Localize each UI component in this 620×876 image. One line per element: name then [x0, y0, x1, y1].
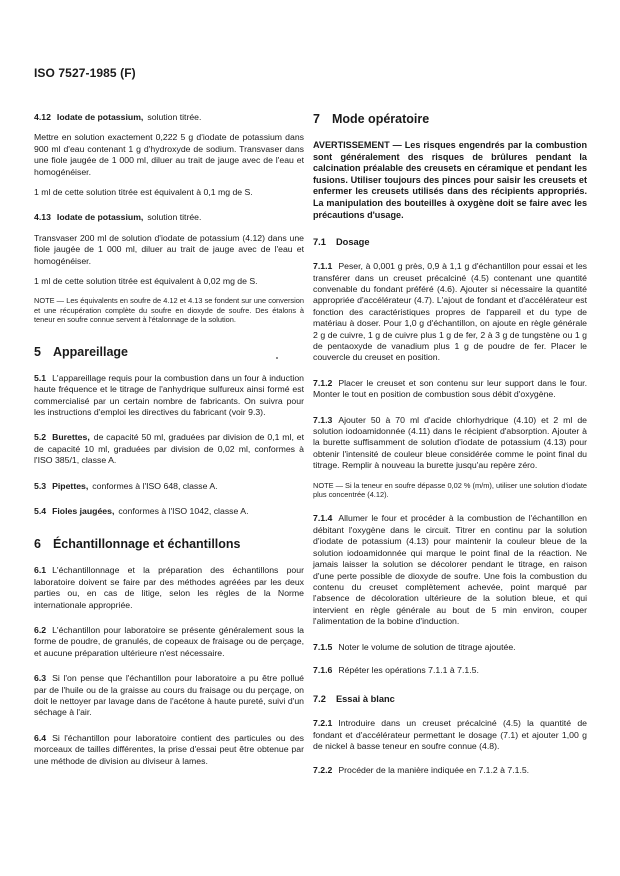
clause-6-3: 6.3 Si l'on pense que l'échantillon pour laboratoire a pu être pollué par de l'huile ou de la graisse au cours du fraisage ou du perçage, on doit le nettoyer par lavage dans de l'acétone à haute pureté, suivi d'un séchage à l'air.	[34, 673, 304, 718]
clause-4-13-note: NOTE — Les équivalents en soufre de 4.12 et 4.13 se fondent sur une conversion et une récupération complète du soufre en dioxyde de soufre. Des étalons à teneur en soufre connue servent à l'étalonnage de la solution.	[34, 296, 304, 325]
clause-5-2: 5.2 Burettes, de capacité 50 ml, graduées par division de 0,1 ml, et de capacité 10 ml, graduées par division de 0,02 ml, conformes à l'ISO 385/1, classe A.	[34, 432, 304, 466]
clause-6-2: 6.2 L'échantillon pour laboratoire se présente généralement sous la forme de poudre, de granulés, de copeaux de fraisage ou de perçage, et aucune préparation ultérieure n'est nécessaire.	[34, 624, 304, 658]
clause-7-1-1: 7.1.1 Peser, à 0,001 g près, 0,9 à 1,1 g d'échantillon pour essai et les transférer dans un creuset précalciné (4.5) contenant une quantité convenable du fondant préféré (4.6). Ajouter si nécessaire la quantité appropriée d'accélérateur (4.7). L'ajout de fondant et d'accélérateur est fonction des caractéristiques propres de l'appareil et du type de matériau à doser. Pour 1,0 g d'échantillon, on ajoute en règle générale 2 g de cuivre, 1 g de cuivre plus 1 g de fer, 2 à 3 g de tungstène ou 1 g de pentaoxyde de vanadium plus 1 g de poudre de fer. Placer le couvercle du creuset en position.	[313, 261, 587, 363]
clause-4-13-heading: 4.13 Iodate de potassium, solution titrée.	[34, 212, 202, 223]
clause-7-1-5: 7.1.5 Noter le volume de solution de titrage ajoutée.	[313, 641, 516, 652]
clause-5-3: 5.3 Pipettes, conformes à l'ISO 648, classe A.	[34, 480, 218, 491]
clause-7-1-2: 7.1.2 Placer le creuset et son contenu sur leur support dans le four. Monter le tout en position de combustion sous débit d'oxygène.	[313, 377, 587, 400]
clause-6-1: 6.1 L'échantillonnage et la préparation des échantillons pour laboratoire doivent se faire par des méthodes agréées par les deux parties ou, en cas de litige, selon les règles de la Norme internationale appropriée.	[34, 565, 304, 610]
print-speck	[276, 357, 278, 359]
section-6-heading: 6 Échantillonnage et échantillons	[34, 537, 241, 552]
clause-7-1-3: 7.1.3 Ajouter 50 à 70 ml d'acide chlorhydrique (4.10) et 2 ml de solution iodoamidonnée (4.11) dans le récipient d'absorption. Ajouter à la burette suffisamment de solution d'iodate de potassium (4.13) pour obtenir l'intensité de couleur bleue considérée comme le point final du titrage. Remplir à nouveau la burette jusqu'au repère zéro.	[313, 414, 587, 471]
clause-4-12-equivalence: 1 ml de cette solution titrée est équivalent à 0,1 mg de S.	[34, 187, 253, 198]
clause-5-1: 5.1 L'appareillage requis pour la combustion dans un four à induction haute fréquence et le titrage de l'anhydrique sulfureux ainsi formé est commercialisé par un certain nombre de fabricants. On suivra pour les instructions d'emploi les directives du fabricant (voir 9.3).	[34, 372, 304, 417]
clause-4-13-text: Transvaser 200 ml de solution d'iodate de potassium (4.12) dans une fiole jaugée de 1 000 ml, diluer au trait de jauge avec de l'eau et homogénéiser.	[34, 232, 304, 266]
clause-4-13-equivalence: 1 ml de cette solution titrée est équivalent à 0,02 mg de S.	[34, 276, 258, 287]
right-column	[313, 112, 587, 785]
document-header: ISO 7527-1985 (F)	[34, 66, 136, 80]
clause-7-2-1: 7.2.1 Introduire dans un creuset précalciné (4.5) la quantité de fondant et d'accélérateur permettant le dosage (7.1) et ajouter 1,00 g de nickel à basse teneur en soufre connue (4.8).	[313, 718, 587, 752]
clause-7-1-3-note: NOTE — Si la teneur en soufre dépasse 0,02 % (m/m), utiliser une solution d'iodate plus concentrée (4.12).	[313, 480, 587, 500]
clause-7-2-heading: 7.2 Essai à blanc	[313, 694, 395, 705]
clause-5-4: 5.4 Fioles jaugées, conformes à l'ISO 1042, classe A.	[34, 505, 249, 516]
clause-7-1-heading: 7.1 Dosage	[313, 237, 370, 248]
left-column	[34, 112, 304, 776]
clause-6-4: 6.4 Si l'échantillon pour laboratoire contient des particules ou des morceaux de tailles différentes, la prise d'essai peut être obtenue par une méthode de division au diviseur à lames.	[34, 732, 304, 766]
clause-4-12-text: Mettre en solution exactement 0,222 5 g d'iodate de potassium dans 900 ml d'eau contenant 1 g d'hydroxyde de sodium. Transvaser dans une fiole jaugée de 1 000 ml, diluer au trait de jauge avec de l'eau et homogénéiser.	[34, 132, 304, 177]
clause-7-1-4: 7.1.4 Allumer le four et procéder à la combustion de l'échantillon en débitant l'oxygène dans le circuit. Titrer en continu par la solution d'iodate de potassium (4.13) pour maintenir la couleur bleue de la solution iodoamidonnée qui marque le point final de la réaction. Ne jamais laisser la solution se décolorer pendant le titrage, en raison d'une perte possible de dioxyde de soufre. Une fois la combustion du contenu du creuset complètement achevée, point marqué par l'absence de décoloration ultérieure de la solution bleue, et qui intervient en règle générale au bout de 5 min environ, couper l'alimentation de la bobine d'induction.	[313, 513, 587, 627]
clause-4-12-heading: 4.12 Iodate de potassium, solution titrée.	[34, 112, 202, 122]
section-5-heading: 5 Appareillage	[34, 344, 128, 359]
section-7-heading: 7 Mode opératoire	[313, 112, 430, 126]
warning-paragraph: AVERTISSEMENT — Les risques engendrés par la combustion sont généralement des risques de brûlures pendant la calcination préalable des creusets en céramique et pendant les fusions. Utiliser toujours des pinces pour saisir les creusets et enfermer les creusets utilisés dans des récipients appropriés. La manipulation des bouteilles à oxygène doit se faire avec les précautions d'usage.	[313, 140, 587, 220]
clause-7-1-6: 7.1.6 Répéter les opérations 7.1.1 à 7.1.5.	[313, 664, 479, 675]
clause-7-2-2: 7.2.2 Procéder de la manière indiquée en 7.1.2 à 7.1.5.	[313, 764, 530, 775]
